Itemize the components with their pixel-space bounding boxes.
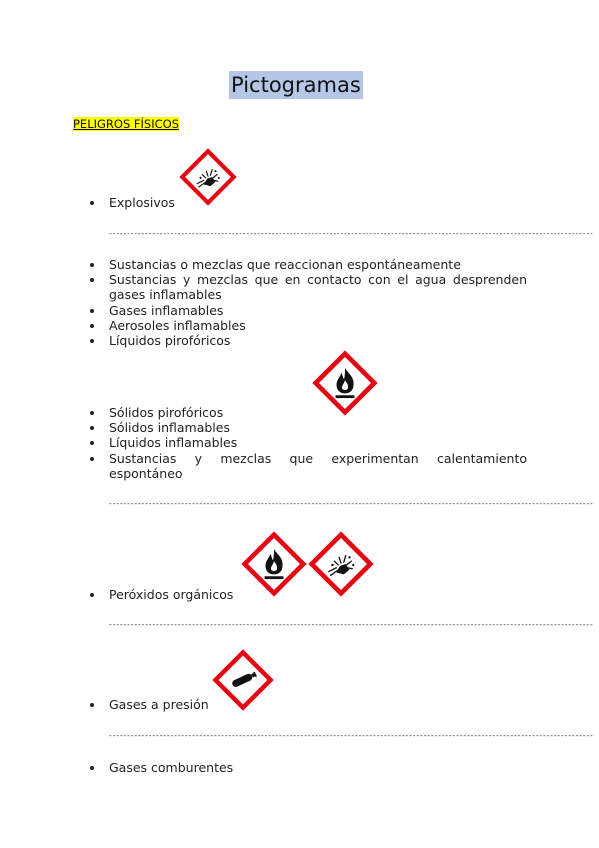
bullet-icon <box>90 457 94 461</box>
list-item-text: Gases comburentes <box>109 760 234 775</box>
list-item-text: Aerosoles inflamables <box>109 318 246 333</box>
bullet-icon <box>90 278 94 282</box>
separator-line: -------------------------------------------------------------------------------------------------------------------------------------- <box>108 731 593 740</box>
list-item-text: Sólidos pirofóricos <box>109 405 224 420</box>
gas-cylinder-pictogram <box>212 649 274 711</box>
list-item-text: Líquidos inflamables <box>109 435 238 450</box>
list-item-text: Sólidos inflamables <box>109 420 230 435</box>
separator-line: -------------------------------------------------------------------------------------------------------------------------------------- <box>108 620 593 629</box>
bullet-icon <box>90 426 94 430</box>
section-heading: PELIGROS FÍSICOS <box>73 117 179 131</box>
bullet-icon <box>90 201 94 205</box>
separator-line: -------------------------------------------------------------------------------------------------------------------------------------- <box>108 229 593 238</box>
page-title: Pictogramas <box>231 73 361 97</box>
explosive-pictogram <box>179 148 237 206</box>
bullet-icon <box>90 441 94 445</box>
explosive-pictogram <box>308 531 374 597</box>
flame-pictogram <box>241 531 307 597</box>
flame-pictogram <box>312 350 378 416</box>
list-item-text: Gases a presión <box>109 697 209 712</box>
list-item-text: Sustancias o mezclas que reaccionan espontáneamente <box>109 257 461 272</box>
bullet-icon <box>90 766 94 770</box>
list-item-text: Líquidos pirofóricos <box>109 333 231 348</box>
list-item-text: Explosivos <box>109 195 175 210</box>
list-item-text: Gases inflamables <box>109 303 224 318</box>
list-item-text: Sustancias y mezclas que en contacto con el agua desprenden gases inflamables <box>109 272 527 302</box>
bullet-icon <box>90 263 94 267</box>
bullet-icon <box>90 411 94 415</box>
bullet-icon <box>90 309 94 313</box>
list-item-text: Sustancias y mezclas que experimentan calentamiento espontáneo <box>109 451 527 481</box>
list-item-text: Peróxidos orgánicos <box>109 587 234 602</box>
bullet-icon <box>90 339 94 343</box>
bullet-icon <box>90 593 94 597</box>
separator-line: -------------------------------------------------------------------------------------------------------------------------------------- <box>108 499 593 508</box>
bullet-icon <box>90 324 94 328</box>
bullet-icon <box>90 703 94 707</box>
